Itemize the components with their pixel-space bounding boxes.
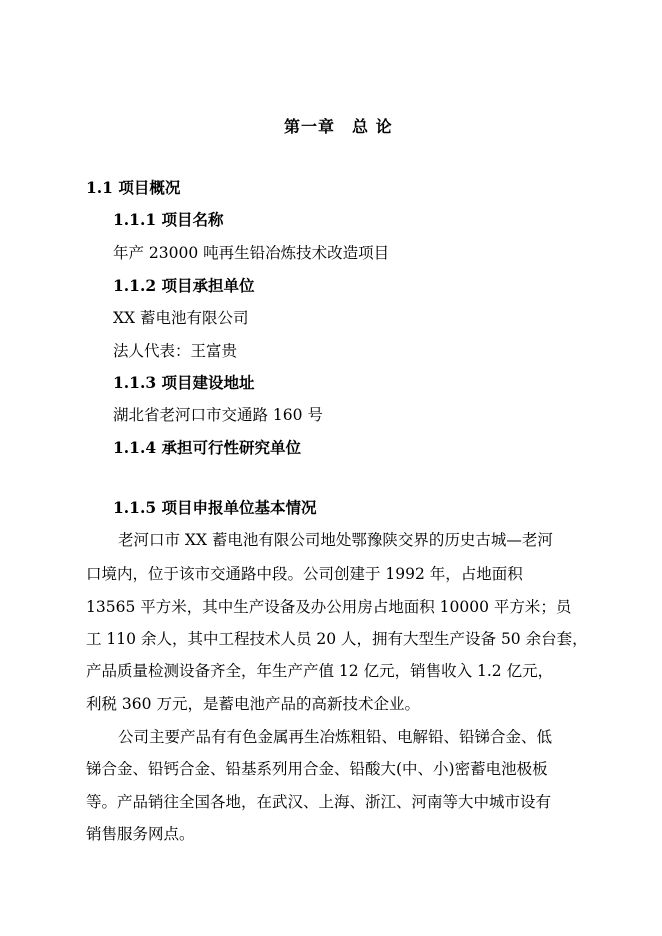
chapter-title: 第一章 总 论 xyxy=(284,117,393,136)
subsection-heading-1-1-3: 1.1.3 项目建设地址 xyxy=(113,373,255,392)
subsection-heading-1-1-2: 1.1.2 项目承担单位 xyxy=(113,276,255,295)
section-heading-1-1: 1.1 项目概况 xyxy=(86,178,181,197)
paragraph-1-line: 产品质量检测设备齐全，年生产产值 12 亿元，销售收入 1.2 亿元， xyxy=(86,662,554,680)
project-name-text: 年产 23000 吨再生铅冶炼技术改造项目 xyxy=(113,244,390,262)
paragraph-2-line: 公司主要产品有有色金属再生冶炼粗铅、电解铅、铅锑合金、低 xyxy=(118,728,553,746)
subsection-heading-1-1-1: 1.1.1 项目名称 xyxy=(113,210,224,229)
paragraph-1-line: 工 110 余人，其中工程技术人员 20 人，拥有大型生产设备 50 余台套， xyxy=(86,630,588,648)
paragraph-1-line: 口境内，位于该市交通路中段。公司创建于 1992 年，占地面积 xyxy=(86,565,523,583)
subsection-heading-1-1-4: 1.1.4 承担可行性研究单位 xyxy=(113,438,302,457)
paragraph-1-line: 老河口市 XX 蓄电池有限公司地处鄂豫陕交界的历史古城—老河 xyxy=(118,531,553,549)
legal-representative-text: 法人代表：王富贵 xyxy=(113,342,238,360)
paragraph-1-line: 13565 平方米，其中生产设备及办公用房占地面积 10000 平方米；员 xyxy=(86,598,572,616)
subsection-heading-1-1-5: 1.1.5 项目申报单位基本情况 xyxy=(113,498,317,517)
paragraph-2-line: 销售服务网点。 xyxy=(86,825,195,843)
paragraph-2-line: 等。产品销往全国各地，在武汉、上海、浙江、河南等大中城市设有 xyxy=(86,793,552,811)
address-text: 湖北省老河口市交通路 160 号 xyxy=(113,406,323,424)
paragraph-1-line: 利税 360 万元，是蓄电池产品的高新技术企业。 xyxy=(86,695,420,713)
company-name-text: XX 蓄电池有限公司 xyxy=(113,309,249,327)
paragraph-2-line: 锑合金、铅钙合金、铅基系列用合金、铅酸大(中、小)密蓄电池极板 xyxy=(86,760,548,778)
